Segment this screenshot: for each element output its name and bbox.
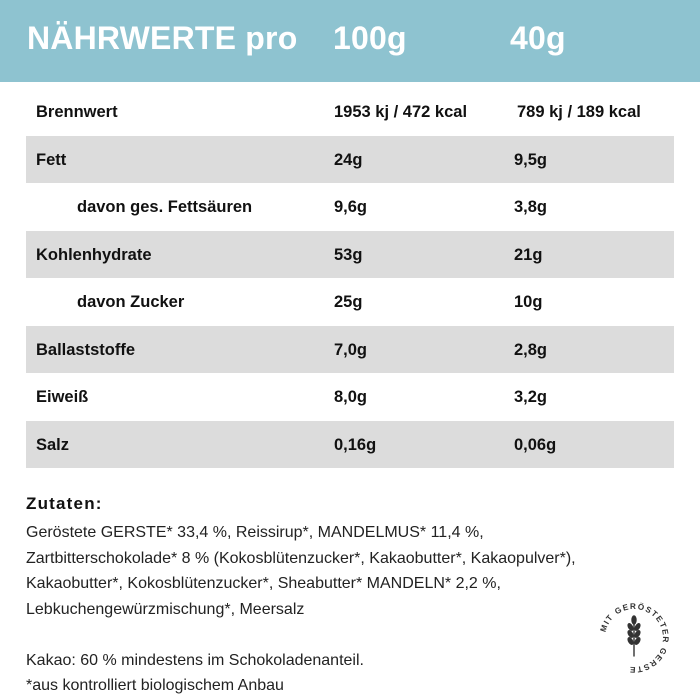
row-value-100g: 9,6g: [334, 198, 368, 216]
row-value-40g: 3,8g: [514, 198, 548, 216]
row-value-40g: 0,06g: [514, 435, 557, 454]
row-label: Kohlenhydrate: [36, 245, 152, 264]
seal-graphic: [594, 598, 674, 678]
row-value-40g: 10g: [514, 293, 543, 311]
table-row-fettsaeuren: [26, 183, 674, 231]
row-label: Fett: [36, 150, 67, 169]
row-label: davon Zucker: [77, 293, 185, 311]
row-label: davon ges. Fettsäuren: [77, 198, 253, 216]
row-value-100g: 0,16g: [334, 435, 377, 454]
table-row-fett: [26, 136, 674, 184]
table-row-brennwert: [26, 88, 674, 136]
table-row-salz: [26, 421, 674, 469]
cocoa-note: Kakao: 60 % mindestens im Schokoladenanteil.: [26, 652, 364, 669]
row-value-40g: 789 kj / 189 kcal: [517, 103, 641, 121]
nutrition-header: [0, 0, 700, 82]
ingredients-title: Zutaten:: [26, 494, 103, 513]
notes-section: [26, 648, 364, 698]
row-value-100g: 8,0g: [334, 388, 368, 406]
row-value-100g: 53g: [334, 245, 363, 264]
table-row-kohlenhydrate: [26, 231, 674, 279]
row-label: Brennwert: [36, 103, 118, 121]
row-value-40g: 9,5g: [514, 150, 548, 169]
row-value-100g: 1953 kj / 472 kcal: [334, 103, 468, 121]
row-value-40g: 3,2g: [514, 388, 548, 406]
seal-text: MIT GERÖSTETER GERSTE: [598, 601, 671, 675]
ingredients-line: Zartbitterschokolade* 8 % (Kokosblütenzucker*, Kakaobutter*, Kakaopulver*),: [26, 549, 576, 567]
table-row-zucker: [26, 278, 674, 326]
ingredients-line: Geröstete GERSTE* 33,4 %, Reissirup*, MANDELMUS* 11,4 %,: [26, 524, 484, 541]
header-column-40g: 40g: [510, 20, 566, 56]
organic-note: *aus kontrolliert biologischem Anbau: [26, 677, 284, 694]
header-column-100g: 100g: [333, 20, 407, 56]
row-label: Ballaststoffe: [36, 340, 136, 359]
header-title: NÄHRWERTE pro: [27, 20, 298, 56]
table-row-eiweiss: [26, 373, 674, 421]
row-value-100g: 24g: [334, 150, 363, 169]
nutrition-table: [26, 88, 674, 468]
row-value-100g: 25g: [334, 293, 363, 311]
row-value-40g: 21g: [514, 245, 543, 264]
row-label: Salz: [36, 435, 70, 454]
row-value-40g: 2,8g: [514, 340, 548, 359]
ingredients-line: Lebkuchengewürzmischung*, Meersalz: [26, 600, 305, 618]
ingredients-section: [26, 494, 606, 622]
ingredients-line: Kakaobutter*, Kokosblütenzucker*, Sheabutter* MANDELN* 2,2 %,: [26, 575, 501, 592]
row-value-100g: 7,0g: [334, 340, 368, 359]
row-label: Eiweiß: [36, 388, 89, 406]
table-row-ballaststoffe: [26, 326, 674, 374]
gerste-seal: [594, 598, 674, 678]
